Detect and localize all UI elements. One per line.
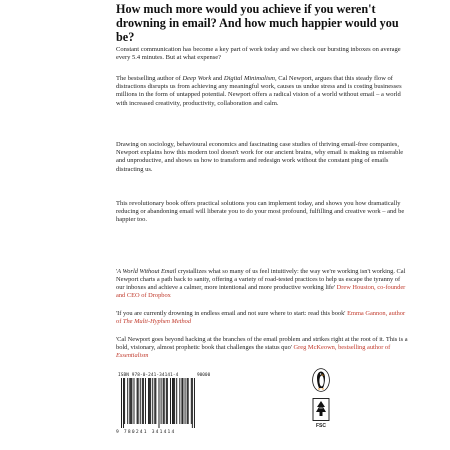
quote-gannon [116, 310, 408, 326]
paragraph-author-rest: , Cal Newport, argues that this steady flow of distractions disrupts us from achieving any meaningful work, causes us undue stress and is costing businesses millions in the form of untapped potential. Newport offers a radical vision of a world without email – a world with increased creativity, productivity, collaboration and calm. [116, 75, 402, 107]
quote-houston-credit: Drew Houston, co-founder and CEO of Dropbox [116, 284, 406, 300]
paragraph-research: Drawing on sociology, behavioural economics and fascinating case studies of thriving email-free companies, Newport explains how this modern tool doesn't work for our ancient brains, why email is making us miserable and unproductive, and shows us how to transform and redesign work without the constant ping of emails distracting us. [116, 141, 404, 173]
paragraph-author-lead: The bestselling author of [116, 75, 183, 82]
quote-houston: 'A World Without Email crystallizes what so many of us feel intuitively: the way we're working isn't working. Cal Newport charts a path back to sanity, offering a variety of road-tested practices to help us escape the tyranny of our inboxes and achieve a calmer, more intentional and more productive working life' Drew Houston, co-founder and CEO of Dropbox [116, 268, 406, 300]
quote-mckeown-text: 'Cal Newport goes beyond hacking at the branches of the email problem and strikes right at the root of it. This is a bold, visionary, almost prophetic book that challenges the status quo' [116, 336, 408, 352]
quote-book-title: A World Without Email [117, 268, 177, 275]
paragraph-intro: Constant communication has become a key part of work today and we check our bursting inboxes on average every 5.4 minutes. But at what expense? [116, 46, 401, 62]
quote-houston-text: crystallizes what so many of us feel intuitively: the way we're working isn't working. Cal Newport charts a path back to sanity, offering a variety of road-tested practices to help us escape the tyranny of our inboxes and achieve a calmer, more intentional and more productive working life' [116, 268, 406, 292]
penguin-logo-icon [312, 368, 330, 392]
paragraph-author-and: and [211, 75, 224, 82]
quote-mckeown-credit: Greg McKeown, bestselling author of Essentialism [116, 344, 391, 360]
paragraph-solutions: This revolutionary book offers practical solutions you can implement today, and shows you how dramatically reducing or abandoning email will liberate you to do your most profound, fulfilling and creative work – and be happier too. [116, 200, 405, 224]
barcode-icon [118, 372, 198, 428]
headline: How much more would you achieve if you weren't drowning in email? And how much happier would you be? [116, 2, 399, 44]
quote-gannon-credit: Emma Gannon, author of The Multi-Hyphen Method [116, 310, 406, 326]
quote-gannon-text: 'If you are currently drowning in endless email and not sure where to start: read this book' [116, 310, 346, 317]
paragraph-author [116, 75, 406, 108]
quote-mckeown [116, 336, 408, 360]
barcode-digits: 9 780241 341414 [116, 430, 176, 435]
isbn-label: ISBN 978-0-241-34141-4 [118, 373, 179, 378]
book-title-deep-work: Deep Work [182, 75, 212, 82]
price-code: 90000 [197, 373, 211, 378]
book-title-digital-minimalism: Digital Minimalism [223, 75, 276, 82]
fsc-label: FSC [316, 423, 326, 429]
